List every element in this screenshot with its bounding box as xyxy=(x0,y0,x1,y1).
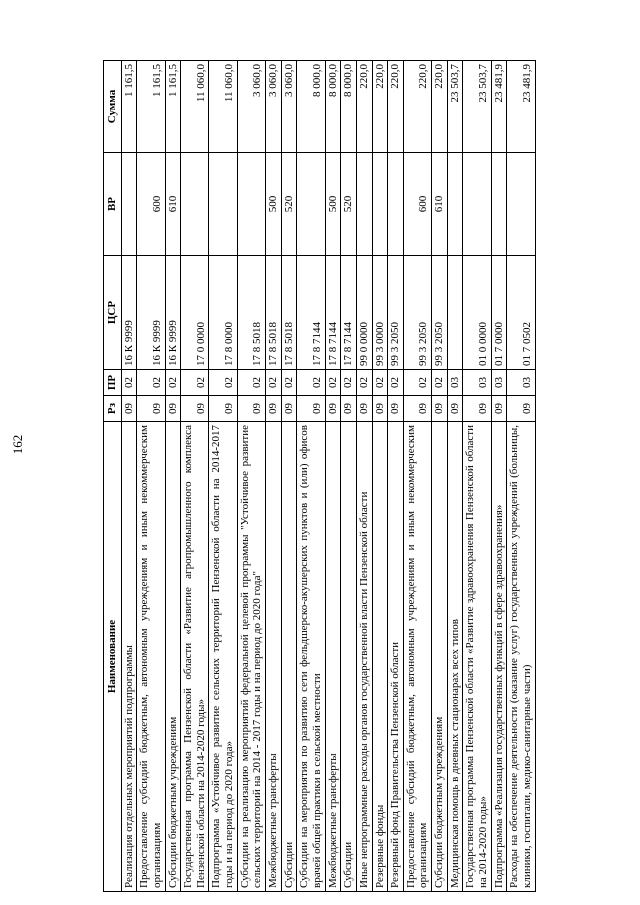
table-row xyxy=(237,61,265,892)
cell-sum: 11 060,0 xyxy=(209,61,237,153)
header-csr: ЦСР xyxy=(104,256,122,370)
cell-rz: 09 xyxy=(266,396,282,422)
cell-name: Межбюджетные трансферты xyxy=(325,422,341,892)
cell-pr: 02 xyxy=(137,370,165,396)
cell-name: Субсидии бюджетным учреждениям xyxy=(432,422,448,892)
cell-name: Подпрограмма «Реализация государственных функций в сфере здравоохранения» xyxy=(491,422,507,892)
cell-vr xyxy=(491,153,507,256)
cell-name: Иные непрограммные расходы органов государственной власти Пензенской области xyxy=(356,422,372,892)
header-pr: ПР xyxy=(104,370,122,396)
table-row xyxy=(372,61,388,892)
cell-pr: 02 xyxy=(341,370,357,396)
table-row xyxy=(137,61,165,892)
cell-csr: 16 К 9999 xyxy=(165,256,181,370)
cell-name: Резервный фонд Правительства Пензенской области xyxy=(388,422,404,892)
cell-rz: 09 xyxy=(281,396,297,422)
table-row xyxy=(341,61,357,892)
cell-vr xyxy=(121,153,137,256)
cell-sum: 8 000,0 xyxy=(297,61,325,153)
cell-csr: 16 К 9999 xyxy=(121,256,137,370)
cell-name: Подпрограмма «Устойчивое развитие сельских территорий Пензенской области на 2014-2017 годы и на период до 2020 года» xyxy=(209,422,237,892)
cell-rz: 09 xyxy=(209,396,237,422)
cell-name: Субсидии бюджетным учреждениям xyxy=(165,422,181,892)
cell-name: Резервные фонды xyxy=(372,422,388,892)
cell-vr xyxy=(356,153,372,256)
cell-pr: 02 xyxy=(372,370,388,396)
table-row xyxy=(121,61,137,892)
table-row xyxy=(463,61,491,892)
cell-rz: 09 xyxy=(181,396,209,422)
cell-sum: 8 000,0 xyxy=(325,61,341,153)
cell-pr: 02 xyxy=(388,370,404,396)
cell-sum: 11 060,0 xyxy=(181,61,209,153)
cell-vr xyxy=(447,153,463,256)
cell-vr xyxy=(237,153,265,256)
cell-vr: 500 xyxy=(266,153,282,256)
cell-sum: 3 060,0 xyxy=(266,61,282,153)
budget-table xyxy=(103,60,536,892)
cell-rz: 09 xyxy=(463,396,491,422)
cell-sum: 1 161,5 xyxy=(165,61,181,153)
table-row xyxy=(181,61,209,892)
cell-rz: 09 xyxy=(388,396,404,422)
cell-vr: 610 xyxy=(165,153,181,256)
cell-csr: 17 8 7144 xyxy=(341,256,357,370)
cell-name: Расходы на обеспечение деятельности (оказание услуг) государственных учреждений (больницы, клиники, госпитали, медико-санитарные части) xyxy=(507,422,535,892)
cell-vr xyxy=(372,153,388,256)
cell-rz: 09 xyxy=(432,396,448,422)
cell-rz: 09 xyxy=(297,396,325,422)
cell-name: Субсидии xyxy=(281,422,297,892)
cell-csr: 17 8 5018 xyxy=(281,256,297,370)
cell-name: Субсидии xyxy=(341,422,357,892)
cell-rz: 09 xyxy=(165,396,181,422)
cell-rz: 09 xyxy=(325,396,341,422)
header-sum: Сумма xyxy=(104,61,122,153)
cell-csr: 01 7 0502 xyxy=(507,256,535,370)
cell-pr: 02 xyxy=(121,370,137,396)
cell-csr: 99 3 2050 xyxy=(403,256,431,370)
table-row xyxy=(356,61,372,892)
cell-csr: 99 0 0000 xyxy=(356,256,372,370)
cell-vr: 520 xyxy=(341,153,357,256)
cell-csr xyxy=(447,256,463,370)
table-row xyxy=(165,61,181,892)
cell-name: Медицинская помощь в дневных стационарах всех типов xyxy=(447,422,463,892)
table-row xyxy=(432,61,448,892)
cell-sum: 1 161,5 xyxy=(121,61,137,153)
cell-name: Субсидии на реализацию мероприятий федеральной целевой программы "Устойчивое развитие сельских территорий на 2014 - 2017 годы и на период до 2020 года" xyxy=(237,422,265,892)
cell-rz: 09 xyxy=(372,396,388,422)
cell-vr xyxy=(507,153,535,256)
cell-rz: 09 xyxy=(507,396,535,422)
cell-sum: 8 000,0 xyxy=(341,61,357,153)
cell-name: Реализация отдельных мероприятий подпрограммы xyxy=(121,422,137,892)
cell-sum: 23 481,9 xyxy=(507,61,535,153)
cell-pr: 02 xyxy=(325,370,341,396)
page-number: 162 xyxy=(10,434,25,455)
cell-csr: 01 0 0000 xyxy=(463,256,491,370)
cell-csr: 17 8 7144 xyxy=(325,256,341,370)
cell-sum: 220,0 xyxy=(372,61,388,153)
cell-vr: 600 xyxy=(403,153,431,256)
header-rz: Рз xyxy=(104,396,122,422)
table-row xyxy=(491,61,507,892)
cell-sum: 3 060,0 xyxy=(237,61,265,153)
cell-name: Межбюджетные трансферты xyxy=(266,422,282,892)
cell-pr: 02 xyxy=(209,370,237,396)
cell-rz: 09 xyxy=(237,396,265,422)
cell-pr: 03 xyxy=(491,370,507,396)
cell-csr: 99 3 0000 xyxy=(372,256,388,370)
table-row xyxy=(297,61,325,892)
cell-pr: 02 xyxy=(181,370,209,396)
cell-name: Субсидии на мероприятия по развитию сети фельдшерско-акушерских пунктов и (или) офисов врачей общей практики в сельской местности xyxy=(297,422,325,892)
cell-rz: 09 xyxy=(491,396,507,422)
cell-rz: 09 xyxy=(403,396,431,422)
cell-name: Предоставление субсидий бюджетным, автономным учреждениям и иным некоммерческим организациям xyxy=(403,422,431,892)
cell-sum: 220,0 xyxy=(432,61,448,153)
cell-name: Предоставление субсидий бюджетным, автономным учреждениям и иным некоммерческим организациям xyxy=(137,422,165,892)
cell-rz: 09 xyxy=(356,396,372,422)
cell-name: Государственная программа Пензенской области «Развитие здравоохранения Пензенской области на 2014-2020 годы» xyxy=(463,422,491,892)
cell-csr: 99 3 2050 xyxy=(432,256,448,370)
cell-csr: 17 8 5018 xyxy=(237,256,265,370)
table-row xyxy=(266,61,282,892)
cell-csr: 17 0 0000 xyxy=(181,256,209,370)
cell-sum: 220,0 xyxy=(388,61,404,153)
table-body xyxy=(121,61,535,892)
cell-sum: 23 503,7 xyxy=(447,61,463,153)
header-name: Наименование xyxy=(104,422,122,892)
cell-name: Государственная программа Пензенской области «Развитие агропромышленного комплекса Пензенской области на 2014-2020 годы» xyxy=(181,422,209,892)
table-row xyxy=(209,61,237,892)
cell-csr: 17 8 5018 xyxy=(266,256,282,370)
header-vr: ВР xyxy=(104,153,122,256)
cell-vr xyxy=(463,153,491,256)
cell-csr: 16 К 9999 xyxy=(137,256,165,370)
table-row xyxy=(403,61,431,892)
cell-vr xyxy=(209,153,237,256)
table-row xyxy=(388,61,404,892)
cell-pr: 03 xyxy=(463,370,491,396)
cell-sum: 23 481,9 xyxy=(491,61,507,153)
cell-sum: 220,0 xyxy=(403,61,431,153)
cell-vr xyxy=(181,153,209,256)
cell-csr: 17 8 0000 xyxy=(209,256,237,370)
table-row xyxy=(447,61,463,892)
cell-rz: 09 xyxy=(137,396,165,422)
cell-sum: 1 161,5 xyxy=(137,61,165,153)
cell-sum: 23 503,7 xyxy=(463,61,491,153)
cell-vr: 610 xyxy=(432,153,448,256)
cell-pr: 02 xyxy=(165,370,181,396)
table-row xyxy=(507,61,535,892)
cell-pr: 02 xyxy=(403,370,431,396)
cell-pr: 02 xyxy=(432,370,448,396)
cell-pr: 02 xyxy=(297,370,325,396)
cell-vr: 520 xyxy=(281,153,297,256)
cell-rz: 09 xyxy=(121,396,137,422)
cell-csr: 17 8 7144 xyxy=(297,256,325,370)
cell-rz: 09 xyxy=(341,396,357,422)
cell-sum: 220,0 xyxy=(356,61,372,153)
cell-vr: 500 xyxy=(325,153,341,256)
cell-csr: 99 3 2050 xyxy=(388,256,404,370)
cell-pr: 03 xyxy=(507,370,535,396)
cell-vr xyxy=(297,153,325,256)
cell-vr xyxy=(388,153,404,256)
table-row xyxy=(281,61,297,892)
table-header-row xyxy=(104,61,122,892)
cell-pr: 02 xyxy=(266,370,282,396)
cell-pr: 03 xyxy=(447,370,463,396)
cell-sum: 3 060,0 xyxy=(281,61,297,153)
cell-vr: 600 xyxy=(137,153,165,256)
cell-pr: 02 xyxy=(237,370,265,396)
cell-csr: 01 7 0000 xyxy=(491,256,507,370)
cell-pr: 02 xyxy=(281,370,297,396)
cell-rz: 09 xyxy=(447,396,463,422)
table-row xyxy=(325,61,341,892)
cell-pr: 02 xyxy=(356,370,372,396)
